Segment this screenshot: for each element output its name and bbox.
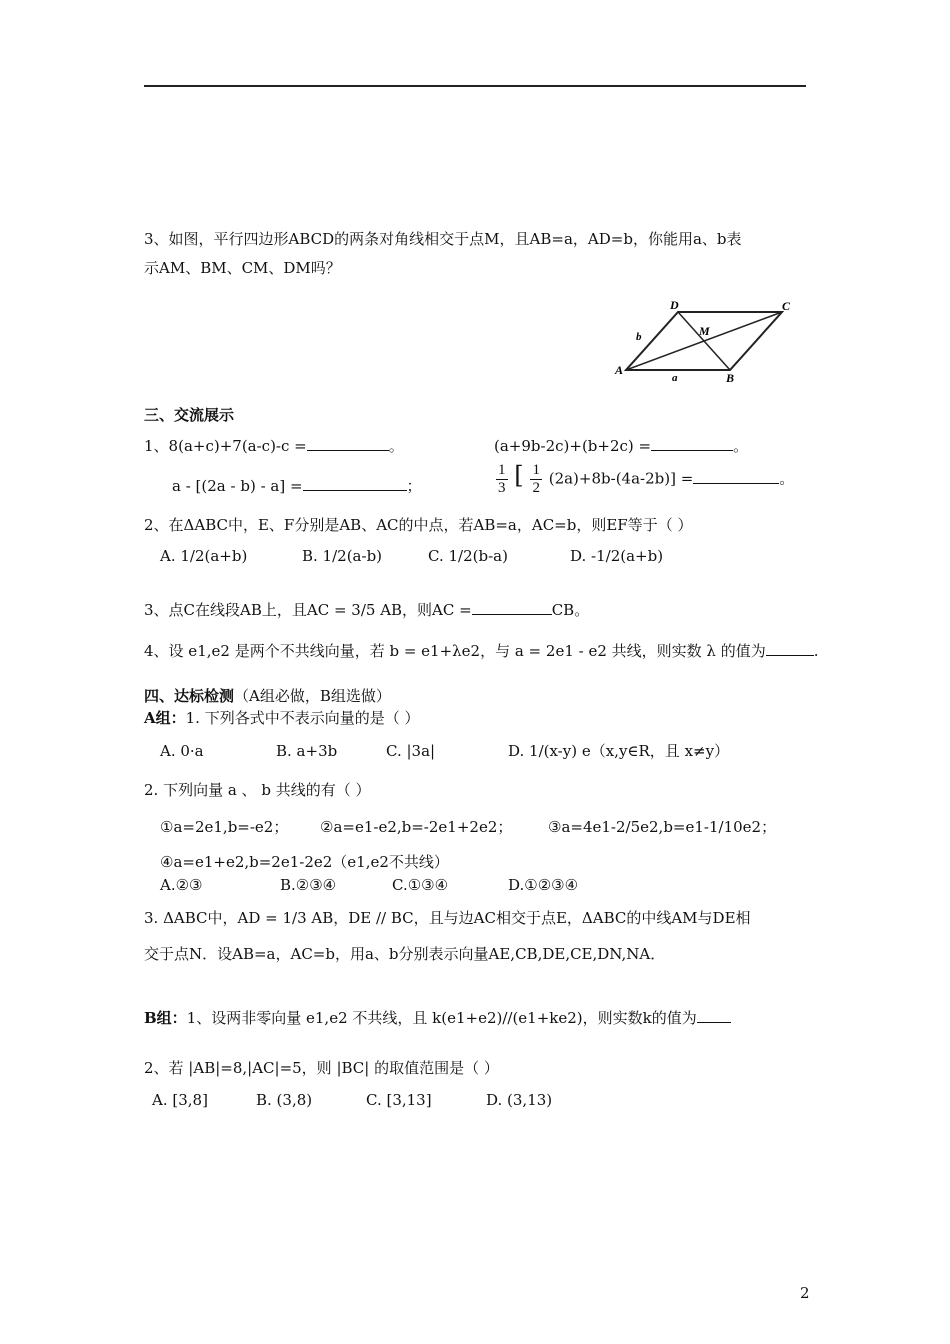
s3-p2-opt-d: D. -1/2(a+b) <box>570 547 664 565</box>
b2-opt-a: A. [3,8] <box>152 1091 208 1109</box>
s3-p1b-left: a - [(2a - b) - a] = ； <box>172 474 422 496</box>
parallelogram-figure <box>612 296 797 384</box>
s3-p1b-right: $\frac{1}{3}$ [ $\frac{1}{2}$ (2a)+8b-(4a-2b)] = 。 <box>498 461 795 496</box>
s3-p1-right: (a+9b-2c)+(b+2c) = 。 <box>494 434 748 456</box>
a2-item-3: ③a=4e1-2/5e2,b=e1-1/10e2； <box>548 818 777 836</box>
header-rule <box>144 85 806 87</box>
a1-opt-a: A. 0·a <box>160 742 204 760</box>
a2-item-1: ①a=2e1,b=-e2； <box>160 818 289 836</box>
a2-item-4: ④a=e1+e2,b=2e1-2e2（e1,e2不共线） <box>160 853 449 871</box>
s3-p2-opt-a: A. 1/2(a+b) <box>160 547 248 565</box>
group-a-q1: A组：1. 下列各式中不表示向量的是（ ） <box>144 709 420 727</box>
s3-p1-left: 1、8(a+c)+7(a-c)-c = 。 <box>144 434 404 456</box>
label-a: a <box>672 372 678 384</box>
s3-p2-opt-c: C. 1/2(b-a) <box>428 547 508 565</box>
a1-opt-c: C. |3a| <box>386 742 436 760</box>
a2-item-2: ②a=e1-e2,b=-2e1+2e2； <box>320 818 513 836</box>
a3-line2: 交于点N．设AB=a，AC=b，用a、b分别表示向量AE,CB,DE,CE,DN,NA． <box>144 945 666 963</box>
a2-opt-c: C.①③④ <box>392 876 449 894</box>
b2-opt-c: C. [3,13] <box>366 1091 432 1109</box>
label-B: B <box>726 371 735 384</box>
label-A: A <box>615 363 624 377</box>
b2-opt-d: D. (3,13) <box>486 1091 553 1109</box>
b2-question: 2、若 |AB|=8,|AC|=5，则 |BC| 的取值范围是（ ） <box>144 1059 499 1077</box>
s3-p4: 4、设 e1,e2 是两个不共线向量，若 b = e1+λe2，与 a = 2e1 - e2 共线，则实数 λ 的值为 . <box>144 639 818 661</box>
a2-opt-a: A.②③ <box>160 876 203 894</box>
label-D: D <box>670 298 679 312</box>
s3-p3: 3、点C在线段AB上，且AC = 3/5 AB，则AC = CB。 <box>144 598 589 620</box>
a2-opt-d: D.①②③④ <box>508 876 579 894</box>
section-3-heading: 三、交流展示 <box>144 406 235 424</box>
label-M: M <box>699 324 710 338</box>
q3-line1: 3、如图，平行四边形ABCD的两条对角线相交于点M，且AB=a，AD=b，你能用a、b表 <box>144 230 742 248</box>
label-b: b <box>636 331 642 343</box>
a2-question: 2. 下列向量 a 、 b 共线的有（ ） <box>144 781 371 799</box>
s3-p2-opt-b: B. 1/2(a-b) <box>302 547 383 565</box>
q3-line2: 示AM、BM、CM、DM吗？ <box>144 259 341 277</box>
group-b-q1: B组：1、设两非零向量 e1,e2 不共线，且 k(e1+e2)//(e1+ke2)，则实数k的值为 <box>144 1006 731 1028</box>
a1-opt-d: D. 1/(x-y) e（x,y∈R，且 x≠y） <box>508 742 730 760</box>
s3-p2: 2、在ΔABC中，E、F分别是AB、AC的中点，若AB=a，AC=b，则EF等于（ ） <box>144 516 693 534</box>
label-C: C <box>782 299 791 313</box>
a3-line1: 3. ΔABC中，AD = 1/3 AB，DE // BC，且与边AC相交于点E，ΔABC的中线AM与DE相 <box>144 909 751 927</box>
a1-opt-b: B. a+3b <box>276 742 338 760</box>
a2-opt-b: B.②③④ <box>280 876 337 894</box>
section-4-heading: 四、达标检测（A组必做，B组选做） <box>144 687 391 705</box>
b2-opt-b: B. (3,8) <box>256 1091 313 1109</box>
page-number: 2 <box>800 1284 810 1302</box>
